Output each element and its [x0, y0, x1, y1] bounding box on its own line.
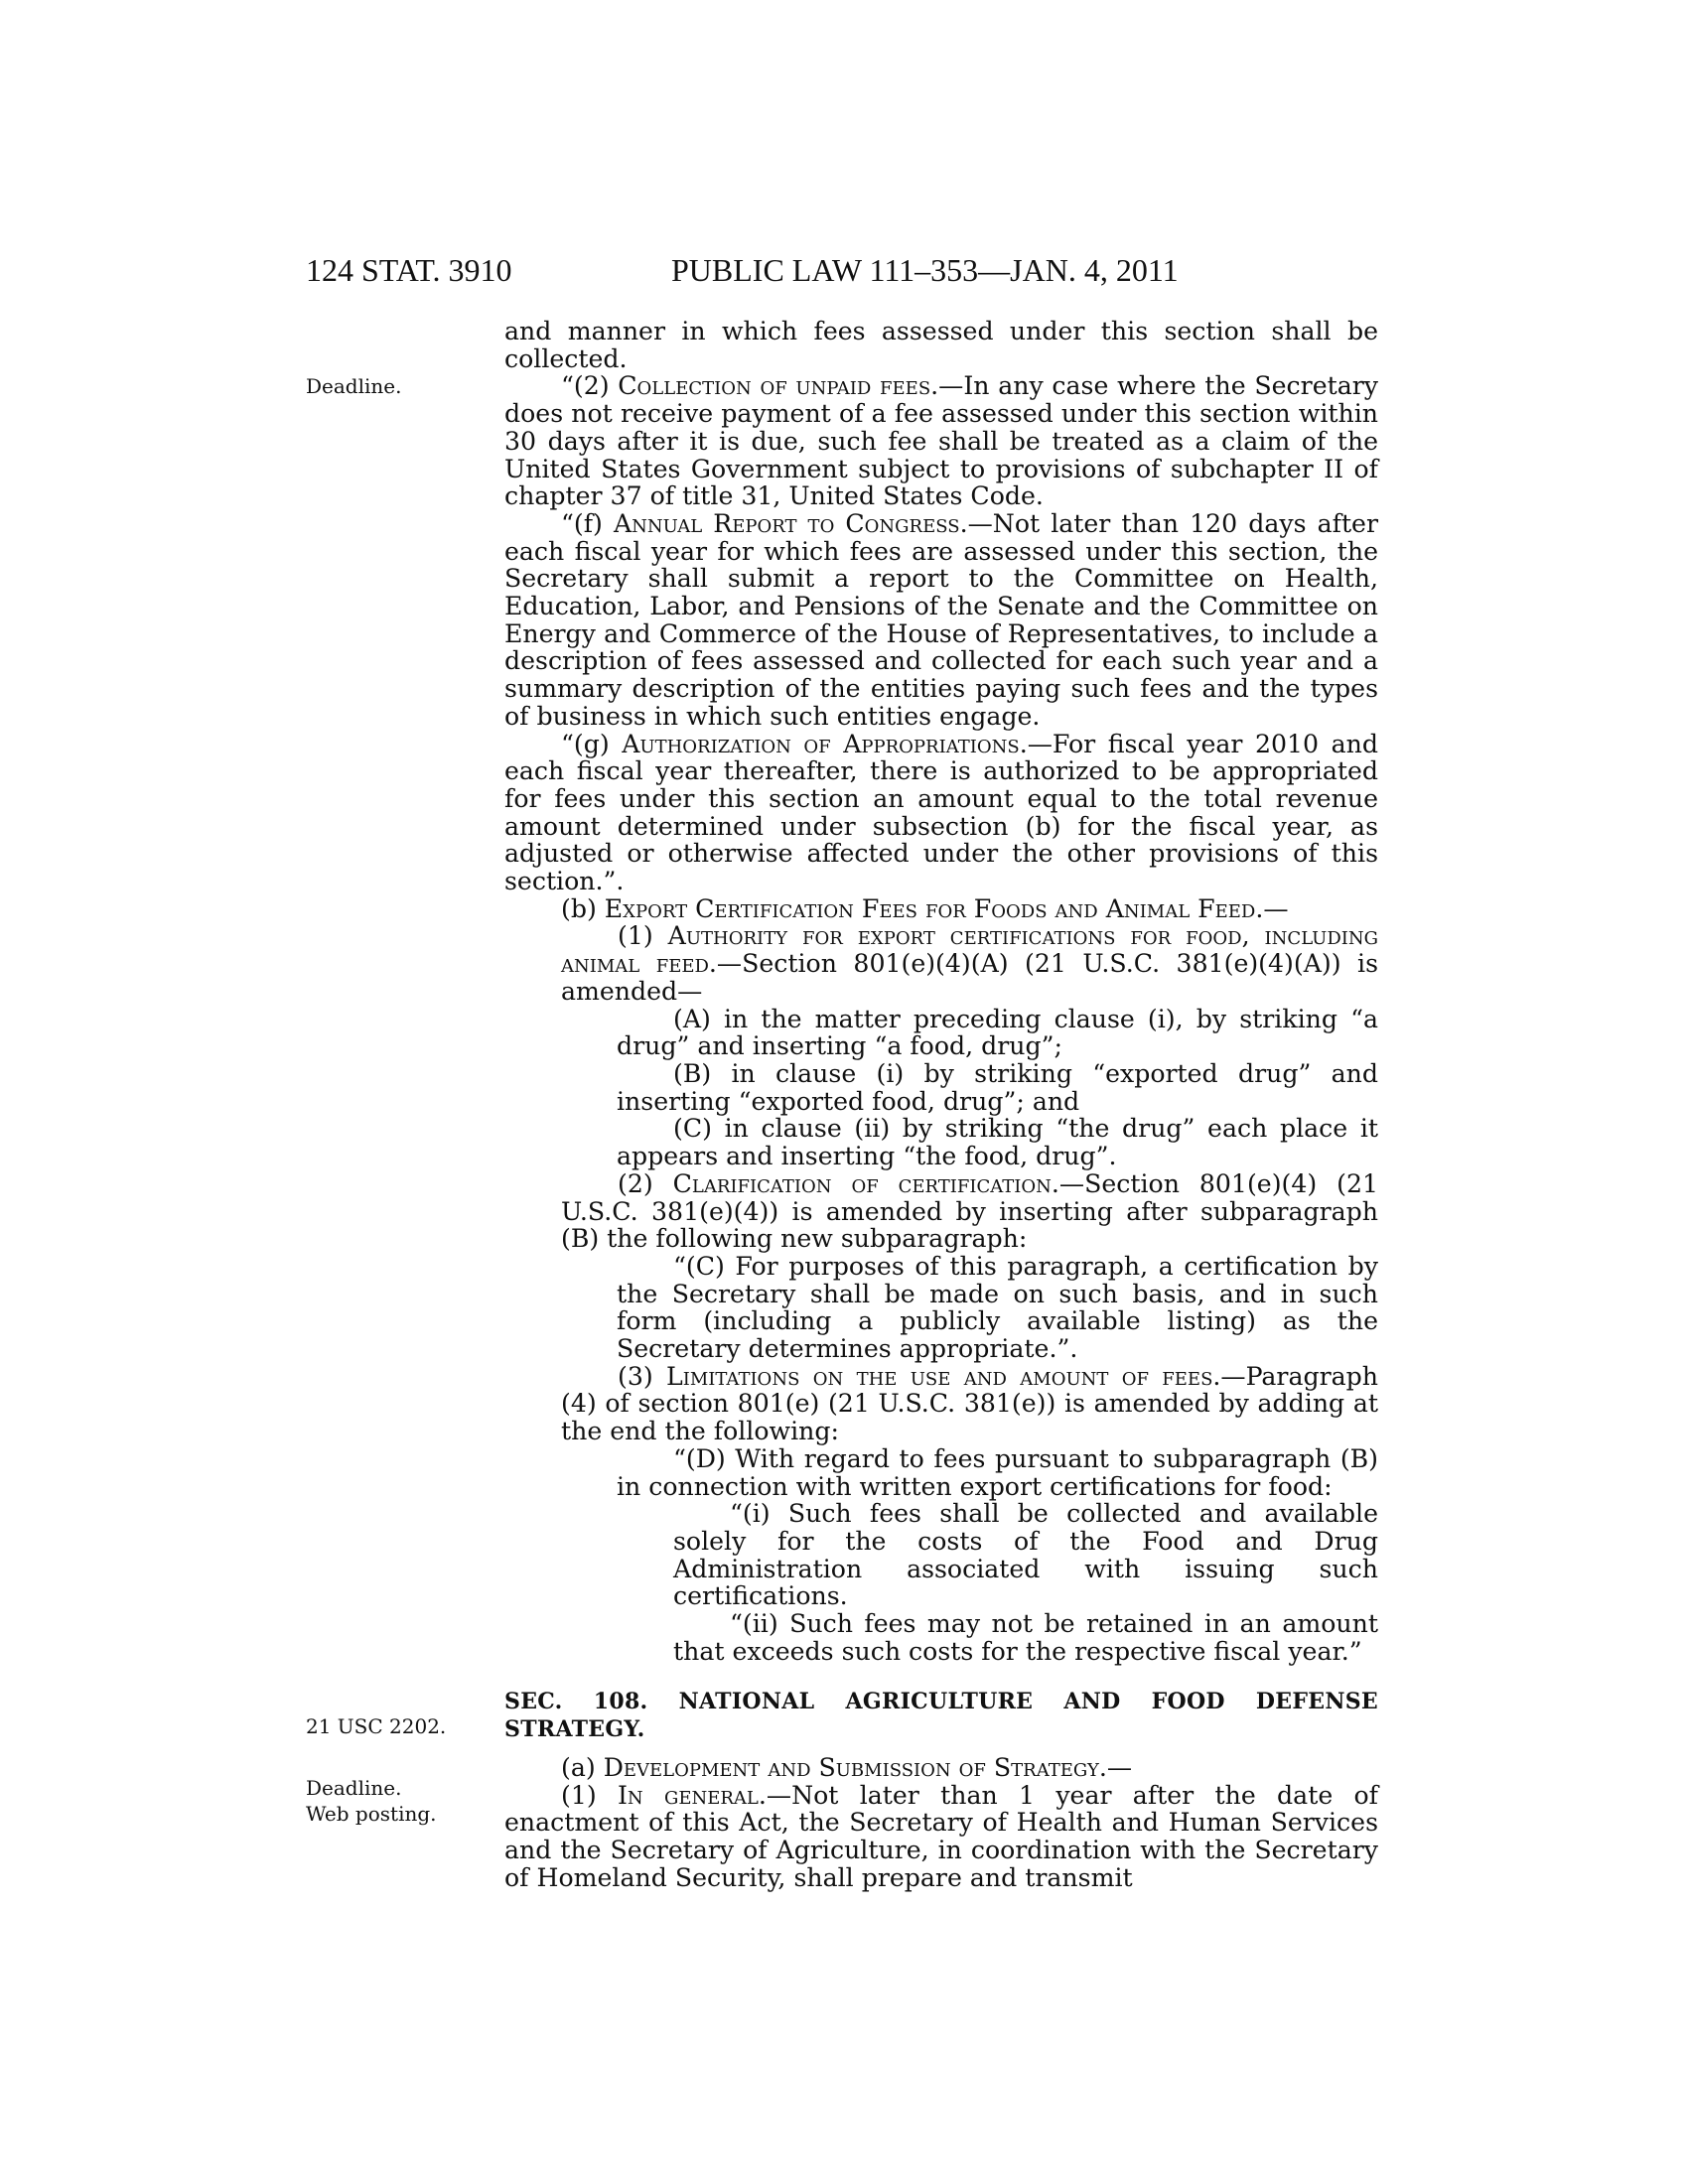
paragraph: (a) Development and Submission of Strategy.—: [561, 1752, 1133, 1782]
running-header: PUBLIC LAW 111–353—JAN. 4, 2011: [671, 252, 1179, 288]
paragraph: (A) in the matter preceding clause (i), by striking “a drug” and inserting “a food, drug”;: [617, 1004, 1378, 1061]
paragraph: “(D) With regard to fees pursuant to subparagraph (B) in connection with written export certifications for food:: [617, 1443, 1378, 1501]
paragraph: “(i) Such fees shall be collected and available solely for the costs of the Food and Drug Administration associated with issuing such certifications.: [673, 1499, 1378, 1611]
paragraph: “(g) Authorization of Appropriations.—For fiscal year 2010 and each fiscal year thereafter, there is authorized to be appropriated for fees under this section an amount equal to the total revenue amount determined under subsection (b) for the fiscal year, as adjusted or otherwise affected under the other provisions of this section.”.: [504, 729, 1378, 896]
document-body: [504, 318, 1378, 1891]
paragraph: (b) Export Certification Fees for Foods and Animal Feed.—: [561, 893, 1289, 923]
paragraph: (3) Limitations on the use and amount of fees.—Paragraph (4) of section 801(e) (21 U.S.C. 381(e)) is amended by adding at the end the following:: [561, 1361, 1379, 1446]
paragraph: (C) in clause (ii) by striking “the drug” each place it appears and inserting “the food, drug”.: [617, 1114, 1378, 1171]
paragraph: “(2) Collection of unpaid fees.—In any case where the Secretary does not receive payment of a fee assessed under this section within 30 days after it is due, such fee shall be treated as a claim of the United States Government subject to provisions of subchapter II of chapter 37 of title 31, United States Code.: [504, 371, 1379, 511]
paragraph: “(f) Annual Report to Congress.—Not later than 120 days after each fiscal year for which fees are assessed under this section, the Secretary shall submit a report to the Committee on Health, Education, Labor, and Pensions of the Senate and the Committee on Energy and Commerce of the House of Representatives, to include a description of fees assessed and collected for each such year and a summary description of the entities paying such fees and the types of business in which such entities engage.: [504, 508, 1379, 731]
paragraph: (B) in clause (i) by striking “exported drug” and inserting “exported food, drug”; and: [617, 1058, 1378, 1116]
paragraph: “(ii) Such fees may not be retained in an amount that exceeds such costs for the respective fiscal year.”: [673, 1609, 1378, 1666]
paragraph: (1) In general.—Not later than 1 year after the date of enactment of this Act, the Secretary of Health and Human Services and the Secretary of Agriculture, in coordination with the Secretary of Homeland Security, shall prepare and transmit: [504, 1780, 1378, 1892]
section-heading: SEC. 108. NATIONAL AGRICULTURE AND FOOD DEFENSE STRATEGY.: [504, 1689, 1378, 1743]
paragraph: (1) Authority for export certifications for food, including animal feed.—Section 801(e)(4)(A) (21 U.S.C. 381(e)(4)(A)) is amended—: [561, 921, 1379, 1006]
margin-note-deadline: Deadline.: [306, 374, 402, 398]
margin-note-usc: 21 USC 2202.: [306, 1714, 447, 1738]
paragraph: and manner in which fees assessed under this section shall be collected.: [504, 317, 1378, 373]
page-number: 124 STAT. 3910: [306, 252, 512, 288]
paragraph: “(C) For purposes of this paragraph, a certification by the Secretary shall be made on such basis, and in such form (including a publicly available listing) as the Secretary determines appropriate.”.: [617, 1251, 1378, 1364]
margin-note-deadline-web: Deadline. Web posting.: [306, 1776, 437, 1826]
paragraph: (2) Clarification of certification.—Section 801(e)(4) (21 U.S.C. 381(e)(4)) is amended by inserting after subparagraph (B) the following new subparagraph:: [561, 1168, 1379, 1254]
